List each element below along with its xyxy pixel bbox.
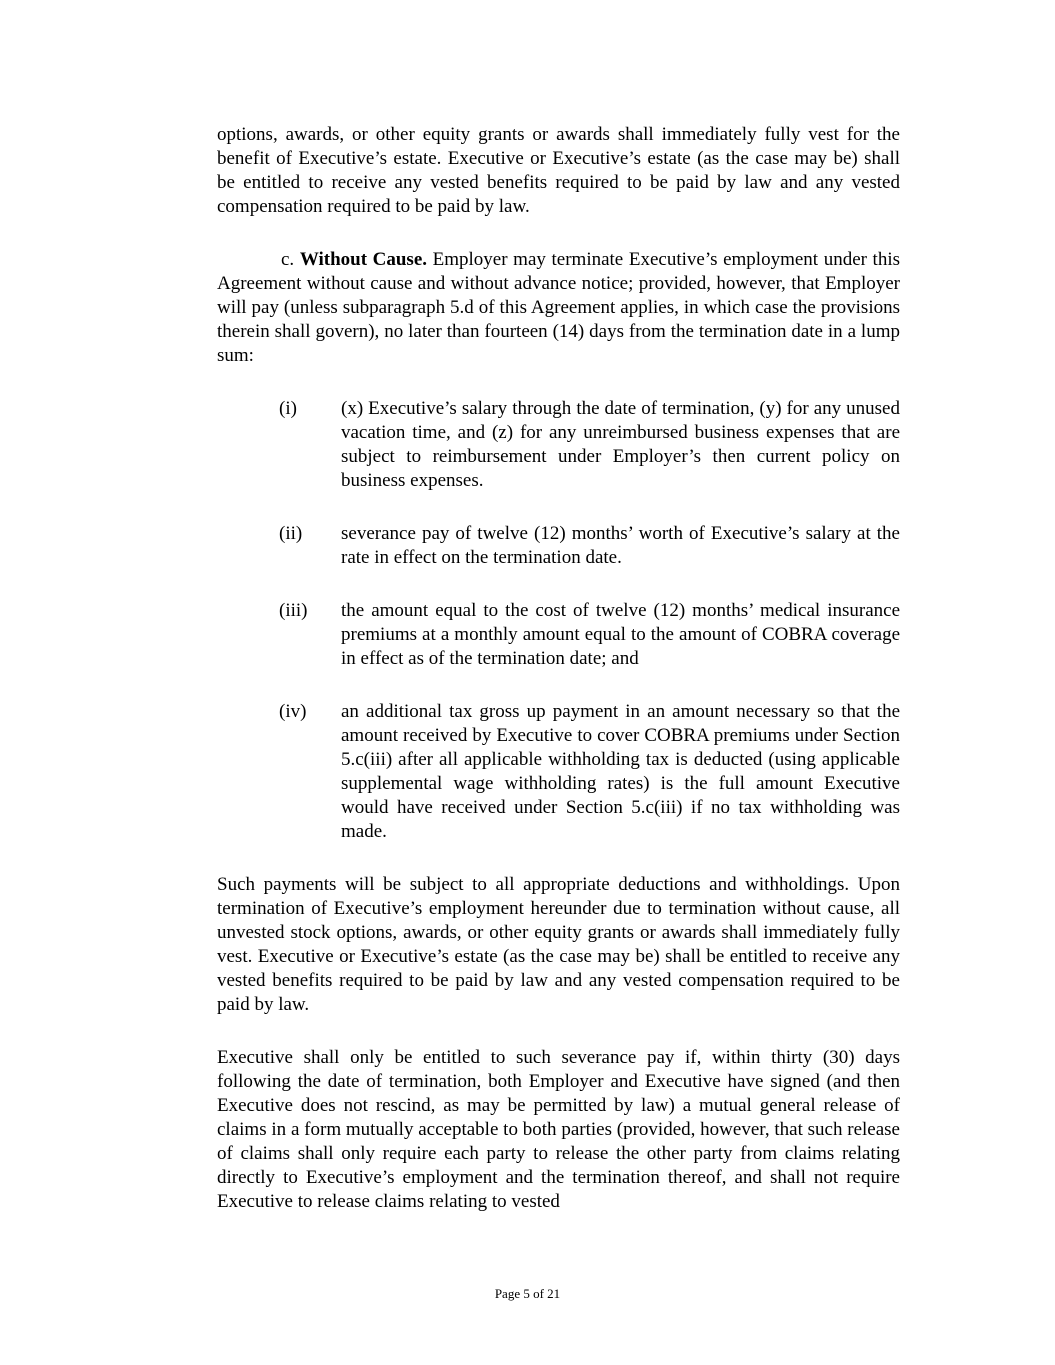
- paragraph-severance: Executive shall only be entitled to such severance pay if, within thirty (30) days following the date of termination, both Employer and Executive have signed (and then Executive does not rescind, as may be permitted by law) a mutual general release of claims in a form mutually acceptable to both parties (provided, however, that such release of claims shall only require each party to release the other party from claims relating directly to Executive’s employment and the termination thereof, and shall not require Executive to release claims relating to vested: [217, 1047, 900, 1212]
- list-item-iii: [279, 599, 900, 671]
- list-item-number: (iv): [279, 701, 307, 722]
- list-item-ii: [279, 522, 900, 570]
- section-c-heading: Without Cause.: [299, 249, 428, 270]
- section-c-label: c.: [281, 249, 295, 270]
- list-item-number: (i): [279, 398, 297, 419]
- list-item-number: (iii): [279, 600, 308, 621]
- list-item-i: [279, 397, 900, 493]
- list-item-text: (x) Executive’s salary through the date of termination, (y) for any unused vacation time, and (z) for any unreimbursed business expenses that are subject to reimbursement under Employer’s then current policy on business expenses.: [341, 398, 900, 491]
- list-item-text: severance pay of twelve (12) months’ worth of Executive’s salary at the rate in effect on the termination date.: [341, 523, 900, 568]
- page-footer: [0, 1286, 1055, 1302]
- list-item-text: an additional tax gross up payment in an amount necessary so that the amount received by Executive to cover COBRA premiums under Section 5.c(iii) after all applicable withholding tax is deducted (using applicable supplemental wage withholding rates) is the full amount Executive would have received under Section 5.c(iii) if no tax withholding was made.: [341, 701, 900, 842]
- list-item-iv: [279, 700, 900, 844]
- page-number: Page 5 of 21: [494, 1286, 561, 1301]
- list-item-text: the amount equal to the cost of twelve (12) months’ medical insurance premiums at a monthly amount equal to the amount of COBRA coverage in effect as of the termination date; and: [341, 600, 900, 669]
- section-c-text: Employer may terminate Executive’s employment under this Agreement without cause and without advance notice; provided, however, that Employer will pay (unless subparagraph 5.d of this Agreement applies, in which case the provisions therein shall govern), no later than fourteen (14) days from the termination date in a lump sum:: [217, 249, 901, 366]
- paragraph-continued: options, awards, or other equity grants or awards shall immediately fully vest for the benefit of Executive’s estate. Executive or Executive’s estate (as the case may be) shall be entitled to receive any vested benefits required to be paid by law and any vested compensation required to be paid by law.: [217, 124, 900, 217]
- list-item-number: (ii): [279, 523, 303, 544]
- paragraph-section-c: [217, 248, 900, 368]
- paragraph-payments: Such payments will be subject to all appropriate deductions and withholdings. Upon termination of Executive’s employment hereunder due to termination without cause, all unvested stock options, awards, or other equity grants or awards shall immediately fully vest. Executive or Executive’s estate (as the case may be) shall be entitled to receive any vested benefits required to be paid by law and any vested compensation required to be paid by law.: [217, 874, 900, 1015]
- document-body: [217, 123, 900, 1214]
